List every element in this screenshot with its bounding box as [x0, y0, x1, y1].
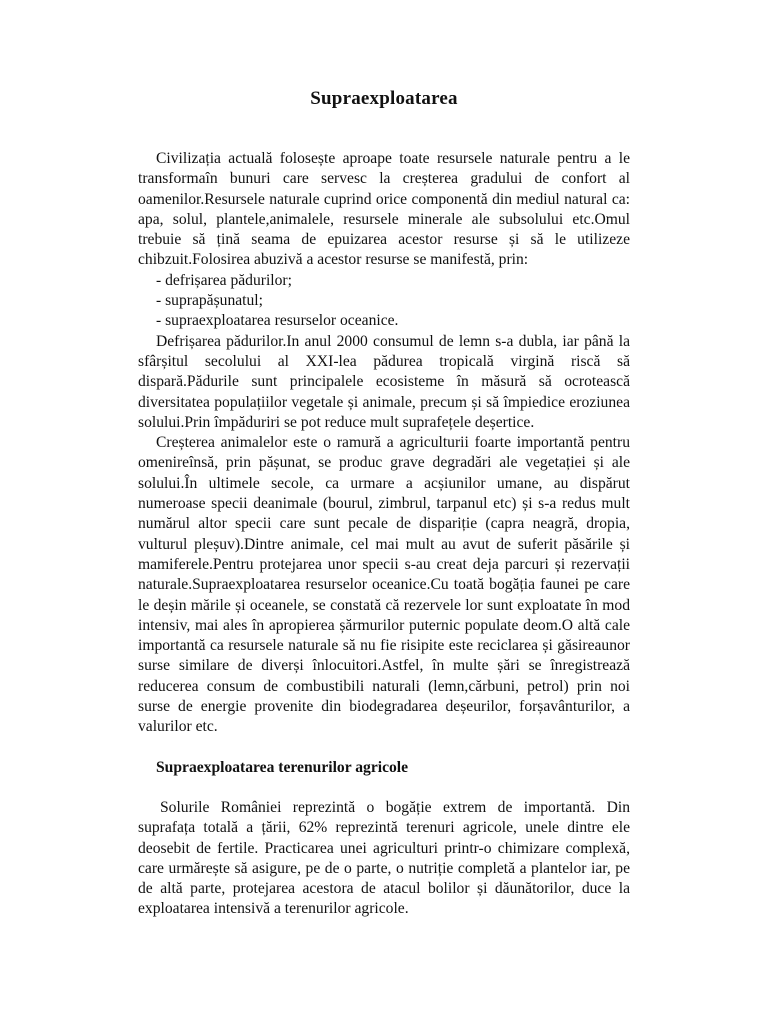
list-item-ocean-overexploitation: - supraexploatarea resurselor oceanice.	[156, 312, 399, 330]
document-body	[138, 149, 630, 920]
intro-paragraph: Civilizația actuală folosește aproape toate resursele naturale pentru a le transformaîn bunuri care servesc la creșterea gradului de confort al oamenilor.Resursele naturale cuprind orice componentă din mediul natural ca: apa, solul, plantele,animalele, resursele minerale ale subsolului etc.Omul trebuie să țină seama de epuizarea acestor resurse și să le utilizeze chibzuit.Folosirea abuzivă a acestor resurse se manifestă, prin:	[138, 150, 630, 269]
deforestation-paragraph: Defrișarea pădurilor.In anul 2000 consumul de lemn s-a dubla, iar până la sfârșitul secolului al XXI-lea pădurea tropicală virgină riscă să dispară.Pădurile sunt principalele ecosisteme în măsură să ocrotească diversitatea populațiilor vegetale și animale, precum și să împiedice eroziunea solului.Prin împăduriri se pot reduce mult suprafețele deșertice.	[138, 332, 630, 431]
section-subheading: Supraexploatarea terenurilor agricole	[156, 758, 409, 776]
list-item-deforestation: - defrișarea pădurilor;	[156, 271, 292, 289]
list-item-overgrazing: - suprapășunatul;	[156, 292, 263, 310]
agricultural-paragraph: Solurile României reprezintă o bogăție extrem de importantă. Din suprafața totală a țării, 62% reprezintă terenuri agricole, unele dintre ele deosebit de fertile. Practicarea unei agriculturi printr-o chimizare complexă, care urmărește să asigure, pe de o parte, o nutriție completă a plantelor iar, pe de altă parte, protejarea acestora de atacul bolilor și dăunătorilor, duce la exploatarea intensivă a terenurilor agricole.	[138, 798, 630, 918]
document-title: Supraexploatarea	[310, 88, 458, 109]
animals-paragraph: Creșterea animalelor este o ramură a agriculturii foarte importantă pentru omenireînsă, prin pășunat, se produc grave degradări ale vegetației și ale solului.În ultimele secole, ca urmare a acșiunilor umane, au dispărut numeroase specii deanimale (bourul, zimbrul, tarpanul etc) și s-a redus mult numărul altor specii care sunt pecale de dispariție (capra neagră, dropia, vulturul pleșuv).Dintre animale, cel mai mult au avut de suferit păsările și mamiferele.Pentru protejarea unor specii s-au creat deja parcuri și rezervații naturale.Supraexploatarea resurselor oceanice.Cu toată bogăția faunei pe care le deșin mările și oceanele, se constată că rezervele lor sunt exploatate în mod intensiv, mai ales în apropierea șărmurilor puternic populate deom.O altă cale importantă ca resursele naturale să nu fie risipite este reciclarea și găsireaunor surse similare de diverși înlocuitori.Astfel, în multe șări se înregistrează reducerea consum de combustibili naturali (lemn,cărbuni, petrol) prin noi surse de energie provenite din biodegradarea deșeurilor, forșavânturilor, a valurilor etc.	[138, 434, 630, 736]
